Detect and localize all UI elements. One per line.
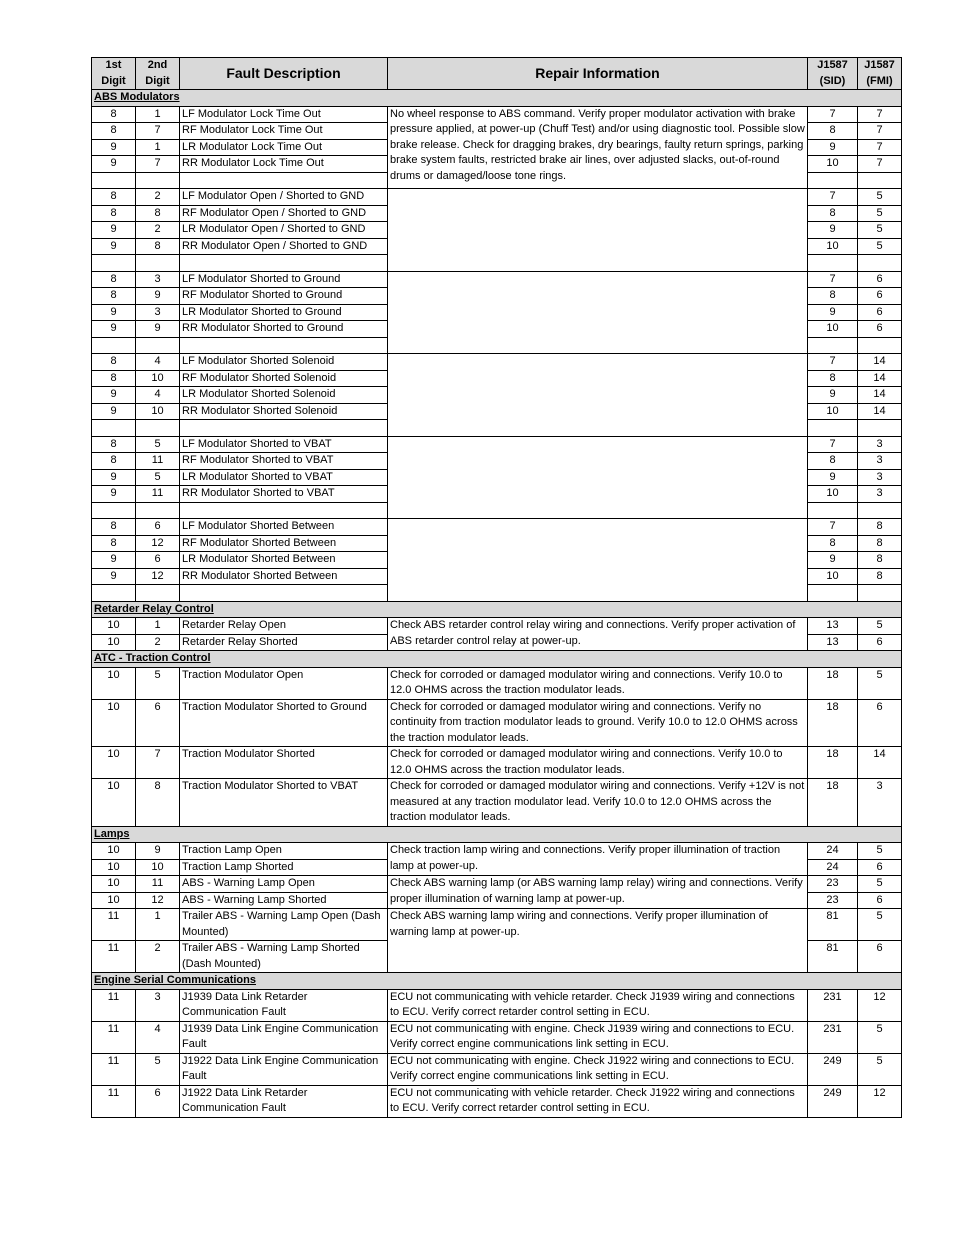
second-digit-cell: 9 — [136, 321, 180, 338]
repair-information-cell — [388, 436, 808, 519]
sid-cell: 9 — [808, 469, 858, 486]
fmi-cell: 14 — [858, 354, 902, 371]
first-digit-cell: 9 — [92, 552, 136, 569]
repair-information-cell: No wheel response to ABS command. Verify proper modulator activation with brake pressure applied, at power-up (Chuff Test) and/or using diagnostic tool. Possible slow brake release. Check for dragging brakes, dry bearings, faulty return springs, parking brake system faults, restricted brake air lines, over adjusted slacks, out-of-round drums or damaged/loose tone rings. — [388, 106, 808, 189]
sid-cell: 8 — [808, 453, 858, 470]
empty-cell — [136, 502, 180, 519]
sid-cell: 8 — [808, 288, 858, 305]
fmi-cell: 5 — [858, 618, 902, 635]
empty-cell — [136, 172, 180, 189]
table-row — [92, 354, 902, 371]
section-header-row — [92, 601, 902, 618]
fault-description-cell: J1939 Data Link Engine Communication Fault — [180, 1021, 388, 1053]
table-row — [92, 1021, 902, 1053]
first-digit-cell: 11 — [92, 1053, 136, 1085]
sid-cell: 9 — [808, 387, 858, 404]
empty-cell — [92, 255, 136, 272]
table-row — [92, 909, 902, 941]
first-digit-cell: 11 — [92, 941, 136, 973]
second-digit-cell: 4 — [136, 1021, 180, 1053]
empty-cell — [858, 585, 902, 602]
fmi-cell: 12 — [858, 989, 902, 1021]
fault-description-cell: RF Modulator Shorted Solenoid — [180, 370, 388, 387]
first-digit-cell: 9 — [92, 304, 136, 321]
fmi-cell: 7 — [858, 156, 902, 173]
sid-cell: 7 — [808, 189, 858, 206]
sid-cell: 7 — [808, 354, 858, 371]
empty-cell — [136, 585, 180, 602]
first-digit-cell: 10 — [92, 892, 136, 909]
second-digit-cell: 10 — [136, 403, 180, 420]
repair-information-cell: Check traction lamp wiring and connections. Verify proper illumination of traction lamp at power-up. — [388, 843, 808, 876]
fmi-cell: 7 — [858, 139, 902, 156]
fault-description-cell: Traction Lamp Open — [180, 843, 388, 860]
first-digit-cell: 10 — [92, 618, 136, 635]
fmi-cell: 3 — [858, 469, 902, 486]
first-digit-cell: 9 — [92, 156, 136, 173]
fmi-cell: 7 — [858, 123, 902, 140]
fmi-cell: 14 — [858, 403, 902, 420]
fmi-cell: 12 — [858, 1085, 902, 1117]
sid-cell: 231 — [808, 1021, 858, 1053]
first-digit-cell: 9 — [92, 486, 136, 503]
fault-description-cell: RR Modulator Shorted Solenoid — [180, 403, 388, 420]
fault-description-cell: Traction Modulator Open — [180, 667, 388, 699]
fmi-cell: 5 — [858, 189, 902, 206]
sid-cell: 23 — [808, 876, 858, 893]
sid-cell: 7 — [808, 519, 858, 536]
first-digit-cell: 9 — [92, 238, 136, 255]
section-header-row — [92, 973, 902, 990]
table-row — [92, 106, 902, 123]
section-title: Engine Serial Communications — [92, 973, 902, 990]
table-row — [92, 189, 902, 206]
empty-cell — [808, 585, 858, 602]
second-digit-cell: 1 — [136, 106, 180, 123]
first-digit-cell: 8 — [92, 354, 136, 371]
empty-cell — [180, 585, 388, 602]
fault-description-cell: RF Modulator Lock Time Out — [180, 123, 388, 140]
first-digit-cell: 10 — [92, 779, 136, 827]
repair-information-cell — [388, 519, 808, 602]
fault-description-cell: LR Modulator Shorted Solenoid — [180, 387, 388, 404]
fault-description-cell: LR Modulator Shorted to VBAT — [180, 469, 388, 486]
empty-cell — [92, 337, 136, 354]
repair-information-cell: Check for corroded or damaged modulator wiring and connections. Verify 10.0 to 12.0 OHMS across the traction modulator leads. — [388, 747, 808, 779]
fault-description-cell: LF Modulator Shorted Between — [180, 519, 388, 536]
fmi-cell: 6 — [858, 288, 902, 305]
section-header-row — [92, 651, 902, 668]
sid-cell: 10 — [808, 156, 858, 173]
header-fault-description: Fault Description — [180, 58, 388, 90]
empty-cell — [92, 502, 136, 519]
empty-cell — [136, 337, 180, 354]
second-digit-cell: 3 — [136, 271, 180, 288]
fmi-cell: 6 — [858, 634, 902, 651]
repair-information-cell: Check ABS warning lamp (or ABS warning lamp relay) wiring and connections. Verify proper illumination of warning lamp at power-up. — [388, 876, 808, 909]
fault-description-cell: LF Modulator Shorted to VBAT — [180, 436, 388, 453]
header-row — [92, 58, 902, 90]
empty-cell — [180, 502, 388, 519]
table-row — [92, 779, 902, 827]
table-row — [92, 271, 902, 288]
table-row — [92, 747, 902, 779]
second-digit-cell: 4 — [136, 354, 180, 371]
sid-cell: 9 — [808, 304, 858, 321]
sid-cell: 18 — [808, 699, 858, 747]
first-digit-cell: 8 — [92, 189, 136, 206]
fmi-cell: 3 — [858, 436, 902, 453]
sid-cell: 13 — [808, 618, 858, 635]
sid-cell: 13 — [808, 634, 858, 651]
empty-cell — [92, 420, 136, 437]
second-digit-cell: 1 — [136, 139, 180, 156]
second-digit-cell: 12 — [136, 892, 180, 909]
first-digit-cell: 9 — [92, 387, 136, 404]
repair-information-cell: Check for corroded or damaged modulator wiring and connections. Verify 10.0 to 12.0 OHMS across the traction modulator leads. — [388, 667, 808, 699]
first-digit-cell: 8 — [92, 106, 136, 123]
fault-description-cell: Retarder Relay Shorted — [180, 634, 388, 651]
fmi-cell: 6 — [858, 941, 902, 973]
fault-description-cell: Trailer ABS - Warning Lamp Open (Dash Mounted) — [180, 909, 388, 941]
table-row — [92, 876, 902, 893]
section-header-row — [92, 826, 902, 843]
first-digit-cell: 8 — [92, 535, 136, 552]
repair-information-cell: ECU not communicating with engine. Check J1939 wiring and connections to ECU. Verify correct engine communications link setting in ECU. — [388, 1021, 808, 1053]
sid-cell: 8 — [808, 535, 858, 552]
second-digit-cell: 7 — [136, 156, 180, 173]
fault-description-cell: RF Modulator Shorted to VBAT — [180, 453, 388, 470]
fmi-cell: 3 — [858, 779, 902, 827]
fault-description-cell: LR Modulator Open / Shorted to GND — [180, 222, 388, 239]
repair-information-cell: ECU not communicating with vehicle retarder. Check J1922 wiring and connections to ECU. Verify correct retarder control setting in ECU. — [388, 1085, 808, 1117]
second-digit-cell: 12 — [136, 535, 180, 552]
fmi-cell: 7 — [858, 106, 902, 123]
second-digit-cell: 8 — [136, 779, 180, 827]
first-digit-cell: 9 — [92, 321, 136, 338]
fmi-cell: 14 — [858, 387, 902, 404]
sid-cell: 10 — [808, 568, 858, 585]
second-digit-cell: 2 — [136, 634, 180, 651]
repair-information-cell: ECU not communicating with vehicle retarder. Check J1939 wiring and connections to ECU. Verify correct retarder control setting in ECU. — [388, 989, 808, 1021]
fault-description-cell: Trailer ABS - Warning Lamp Shorted (Dash Mounted) — [180, 941, 388, 973]
fmi-cell: 6 — [858, 321, 902, 338]
second-digit-cell: 3 — [136, 304, 180, 321]
sid-cell: 10 — [808, 238, 858, 255]
fmi-cell: 5 — [858, 1021, 902, 1053]
fault-description-cell: J1939 Data Link Retarder Communication Fault — [180, 989, 388, 1021]
first-digit-cell: 8 — [92, 271, 136, 288]
repair-information-cell: Check for corroded or damaged modulator wiring and connections. Verify no continuity from traction modulator leads to ground. Verify 10.0 to 12.0 OHMS across the traction modulator leads. — [388, 699, 808, 747]
section-title: Retarder Relay Control — [92, 601, 902, 618]
second-digit-cell: 10 — [136, 370, 180, 387]
empty-cell — [180, 255, 388, 272]
fmi-cell: 3 — [858, 486, 902, 503]
empty-cell — [808, 502, 858, 519]
second-digit-cell: 6 — [136, 1085, 180, 1117]
fault-description-cell: LR Modulator Shorted to Ground — [180, 304, 388, 321]
fault-description-cell: LF Modulator Shorted to Ground — [180, 271, 388, 288]
second-digit-cell: 6 — [136, 699, 180, 747]
fault-description-cell: LR Modulator Shorted Between — [180, 552, 388, 569]
fmi-cell: 6 — [858, 304, 902, 321]
sid-cell: 249 — [808, 1085, 858, 1117]
header-repair-information: Repair Information — [388, 58, 808, 90]
first-digit-cell: 9 — [92, 403, 136, 420]
repair-information-cell: Check for corroded or damaged modulator wiring and connections. Verify +12V is not measured at any traction modulator lead. Verify 10.0 to 12.0 OHMS across the traction modulator leads. — [388, 779, 808, 827]
fmi-cell: 5 — [858, 205, 902, 222]
section-header-row — [92, 90, 902, 107]
fault-description-cell: RR Modulator Shorted to Ground — [180, 321, 388, 338]
fault-description-cell: Traction Modulator Shorted to Ground — [180, 699, 388, 747]
fault-description-cell: RR Modulator Open / Shorted to GND — [180, 238, 388, 255]
fmi-cell: 5 — [858, 1053, 902, 1085]
second-digit-cell: 4 — [136, 387, 180, 404]
second-digit-cell: 12 — [136, 568, 180, 585]
table-row — [92, 618, 902, 635]
first-digit-cell: 11 — [92, 1021, 136, 1053]
table-body — [92, 90, 902, 1118]
second-digit-cell: 2 — [136, 941, 180, 973]
table-row — [92, 519, 902, 536]
fault-description-cell: RF Modulator Shorted Between — [180, 535, 388, 552]
sid-cell: 10 — [808, 403, 858, 420]
first-digit-cell: 11 — [92, 909, 136, 941]
empty-cell — [92, 172, 136, 189]
second-digit-cell: 9 — [136, 288, 180, 305]
repair-information-cell — [388, 354, 808, 437]
second-digit-cell: 11 — [136, 876, 180, 893]
repair-information-cell: Check ABS warning lamp wiring and connections. Verify proper illumination of warning lamp at power-up. — [388, 909, 808, 973]
fmi-cell: 8 — [858, 535, 902, 552]
empty-cell — [858, 255, 902, 272]
table-row — [92, 989, 902, 1021]
second-digit-cell: 7 — [136, 747, 180, 779]
first-digit-cell: 8 — [92, 123, 136, 140]
first-digit-cell: 10 — [92, 699, 136, 747]
sid-cell: 18 — [808, 667, 858, 699]
fmi-cell: 5 — [858, 222, 902, 239]
second-digit-cell: 7 — [136, 123, 180, 140]
fmi-cell: 6 — [858, 859, 902, 876]
sid-cell: 24 — [808, 859, 858, 876]
repair-information-cell: ECU not communicating with engine. Check J1922 wiring and connections to ECU. Verify correct engine communications link setting in ECU. — [388, 1053, 808, 1085]
empty-cell — [808, 420, 858, 437]
sid-cell: 9 — [808, 139, 858, 156]
first-digit-cell: 9 — [92, 568, 136, 585]
fmi-cell: 5 — [858, 843, 902, 860]
second-digit-cell: 5 — [136, 469, 180, 486]
fmi-cell: 3 — [858, 453, 902, 470]
table-row — [92, 667, 902, 699]
empty-cell — [858, 420, 902, 437]
first-digit-cell: 8 — [92, 288, 136, 305]
fault-description-cell: Traction Lamp Shorted — [180, 859, 388, 876]
second-digit-cell: 9 — [136, 843, 180, 860]
first-digit-cell: 8 — [92, 205, 136, 222]
fault-description-cell: ABS - Warning Lamp Shorted — [180, 892, 388, 909]
sid-cell: 24 — [808, 843, 858, 860]
empty-cell — [136, 255, 180, 272]
fmi-cell: 5 — [858, 667, 902, 699]
sid-cell: 81 — [808, 909, 858, 941]
section-title: ATC - Traction Control — [92, 651, 902, 668]
second-digit-cell: 5 — [136, 1053, 180, 1085]
first-digit-cell: 9 — [92, 222, 136, 239]
fmi-cell: 8 — [858, 519, 902, 536]
first-digit-cell: 11 — [92, 989, 136, 1021]
table-row — [92, 1053, 902, 1085]
table-row — [92, 436, 902, 453]
empty-cell — [136, 420, 180, 437]
fault-description-cell: J1922 Data Link Engine Communication Fault — [180, 1053, 388, 1085]
repair-information-cell — [388, 189, 808, 272]
header-first-digit: 1st Digit — [92, 58, 136, 90]
sid-cell: 9 — [808, 552, 858, 569]
sid-cell: 7 — [808, 106, 858, 123]
second-digit-cell: 3 — [136, 989, 180, 1021]
table-row — [92, 699, 902, 747]
repair-information-cell — [388, 271, 808, 354]
empty-cell — [92, 585, 136, 602]
section-title: Lamps — [92, 826, 902, 843]
fmi-cell: 5 — [858, 238, 902, 255]
fmi-cell: 6 — [858, 699, 902, 747]
second-digit-cell: 5 — [136, 436, 180, 453]
fault-description-cell: RF Modulator Open / Shorted to GND — [180, 205, 388, 222]
header-fmi: J1587 (FMI) — [858, 58, 902, 90]
fmi-cell: 5 — [858, 909, 902, 941]
first-digit-cell: 10 — [92, 859, 136, 876]
first-digit-cell: 8 — [92, 370, 136, 387]
empty-cell — [808, 255, 858, 272]
first-digit-cell: 10 — [92, 843, 136, 860]
fmi-cell: 6 — [858, 271, 902, 288]
fault-description-cell: LF Modulator Lock Time Out — [180, 106, 388, 123]
sid-cell: 10 — [808, 486, 858, 503]
section-title: ABS Modulators — [92, 90, 902, 107]
first-digit-cell: 10 — [92, 747, 136, 779]
fault-description-cell: RR Modulator Shorted Between — [180, 568, 388, 585]
header-sid: J1587 (SID) — [808, 58, 858, 90]
first-digit-cell: 8 — [92, 453, 136, 470]
sid-cell: 231 — [808, 989, 858, 1021]
fault-description-cell: LF Modulator Open / Shorted to GND — [180, 189, 388, 206]
table-row — [92, 843, 902, 860]
fault-description-cell: LF Modulator Shorted Solenoid — [180, 354, 388, 371]
fault-description-cell: RR Modulator Lock Time Out — [180, 156, 388, 173]
second-digit-cell: 1 — [136, 909, 180, 941]
second-digit-cell: 2 — [136, 222, 180, 239]
fault-description-cell: J1922 Data Link Retarder Communication Fault — [180, 1085, 388, 1117]
sid-cell: 8 — [808, 123, 858, 140]
fault-code-table — [91, 57, 902, 1118]
fault-description-cell: LR Modulator Lock Time Out — [180, 139, 388, 156]
first-digit-cell: 10 — [92, 876, 136, 893]
fault-description-cell: Traction Modulator Shorted — [180, 747, 388, 779]
sid-cell: 10 — [808, 321, 858, 338]
fmi-cell: 8 — [858, 568, 902, 585]
second-digit-cell: 2 — [136, 189, 180, 206]
fmi-cell: 14 — [858, 747, 902, 779]
empty-cell — [858, 172, 902, 189]
first-digit-cell: 8 — [92, 519, 136, 536]
fault-description-cell: Traction Modulator Shorted to VBAT — [180, 779, 388, 827]
sid-cell: 23 — [808, 892, 858, 909]
first-digit-cell: 10 — [92, 667, 136, 699]
first-digit-cell: 8 — [92, 436, 136, 453]
fault-description-cell: RF Modulator Shorted to Ground — [180, 288, 388, 305]
empty-cell — [808, 337, 858, 354]
sid-cell: 7 — [808, 271, 858, 288]
fmi-cell: 14 — [858, 370, 902, 387]
second-digit-cell: 11 — [136, 453, 180, 470]
empty-cell — [180, 172, 388, 189]
sid-cell: 249 — [808, 1053, 858, 1085]
second-digit-cell: 11 — [136, 486, 180, 503]
second-digit-cell: 1 — [136, 618, 180, 635]
first-digit-cell: 11 — [92, 1085, 136, 1117]
sid-cell: 8 — [808, 205, 858, 222]
second-digit-cell: 8 — [136, 205, 180, 222]
empty-cell — [180, 337, 388, 354]
sid-cell: 18 — [808, 779, 858, 827]
sid-cell: 7 — [808, 436, 858, 453]
fault-description-cell: Retarder Relay Open — [180, 618, 388, 635]
second-digit-cell: 8 — [136, 238, 180, 255]
second-digit-cell: 6 — [136, 519, 180, 536]
header-second-digit: 2nd Digit — [136, 58, 180, 90]
table-row — [92, 1085, 902, 1117]
fmi-cell: 8 — [858, 552, 902, 569]
fmi-cell: 5 — [858, 876, 902, 893]
first-digit-cell: 9 — [92, 139, 136, 156]
sid-cell: 9 — [808, 222, 858, 239]
second-digit-cell: 5 — [136, 667, 180, 699]
fault-description-cell: RR Modulator Shorted to VBAT — [180, 486, 388, 503]
sid-cell: 81 — [808, 941, 858, 973]
empty-cell — [858, 337, 902, 354]
empty-cell — [808, 172, 858, 189]
second-digit-cell: 6 — [136, 552, 180, 569]
fault-description-cell: ABS - Warning Lamp Open — [180, 876, 388, 893]
sid-cell: 18 — [808, 747, 858, 779]
empty-cell — [858, 502, 902, 519]
repair-information-cell: Check ABS retarder control relay wiring and connections. Verify proper activation of ABS retarder control relay at power-up. — [388, 618, 808, 651]
empty-cell — [180, 420, 388, 437]
first-digit-cell: 10 — [92, 634, 136, 651]
second-digit-cell: 10 — [136, 859, 180, 876]
sid-cell: 8 — [808, 370, 858, 387]
first-digit-cell: 9 — [92, 469, 136, 486]
fmi-cell: 6 — [858, 892, 902, 909]
